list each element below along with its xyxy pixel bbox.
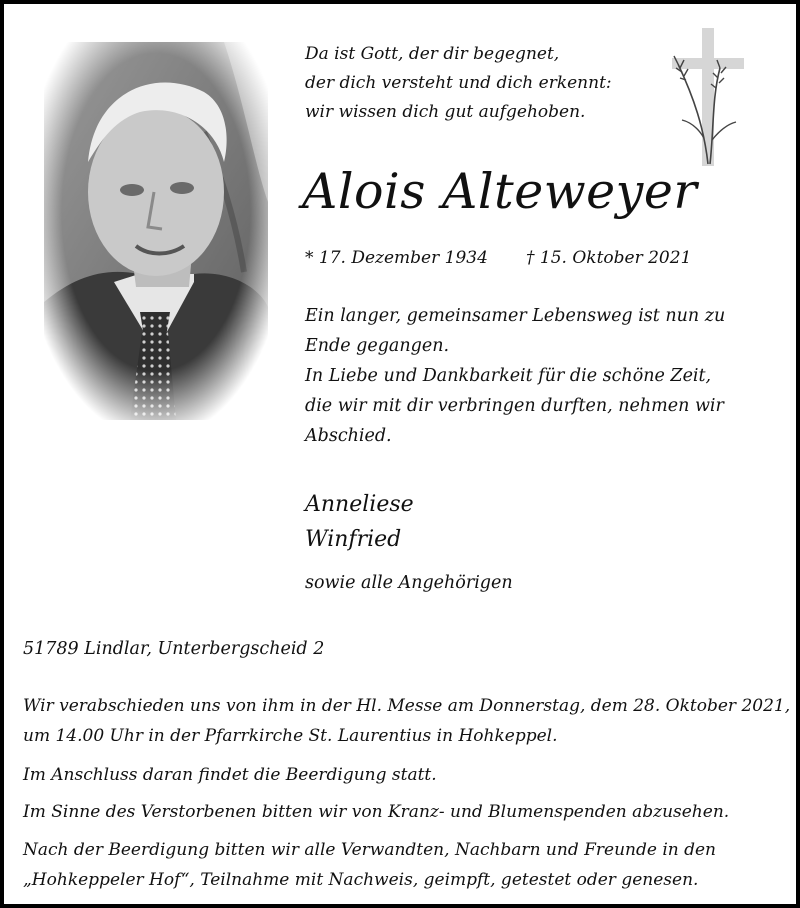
mourner-name: Anneliese [305, 492, 414, 517]
notice-line: Nach der Beerdigung bitten wir alle Verwandten, Nachbarn und Freunde in den [23, 840, 717, 860]
poem-line: wir wissen dich gut aufgehoben. [305, 102, 586, 122]
farewell-message [305, 301, 775, 451]
message-line: Ende gegangen. [305, 336, 450, 356]
cross-with-wheat-icon [668, 28, 748, 166]
death-date: † 15. Oktober 2021 [526, 248, 692, 268]
message-line: die wir mit dir verbringen durften, nehmen wir [305, 396, 724, 416]
message-line: Ein langer, gemeinsamer Lebensweg ist nun zu [305, 306, 726, 326]
funeral-mass-notice [23, 691, 790, 751]
gathering-notice [23, 835, 716, 895]
notice-line: um 14.00 Uhr in der Pfarrkirche St. Laurentius in Hohkeppel. [23, 726, 558, 746]
notice-line: „Hohkeppeler Hof“, Teilnahme mit Nachweis, geimpft, getestet oder genesen. [23, 870, 699, 890]
poem-line: der dich versteht und dich erkennt: [305, 73, 612, 93]
birth-date: * 17. Dezember 1934 [305, 248, 488, 268]
relatives-line: sowie alle Angehörigen [305, 573, 513, 593]
deceased-name: Alois Alteweyer [302, 163, 698, 220]
burial-notice: Im Anschluss daran findet die Beerdigung statt. [23, 765, 437, 785]
flowers-notice: Im Sinne des Verstorbenen bitten wir von Kranz- und Blumenspenden abzusehen. [23, 802, 730, 822]
mourner-name: Winfried [305, 527, 402, 552]
portrait-photo [44, 42, 268, 420]
message-line: Abschied. [305, 426, 392, 446]
poem-line: Da ist Gott, der dir begegnet, [305, 44, 560, 64]
address: 51789 Lindlar, Unterbergscheid 2 [23, 639, 325, 659]
notice-line: Wir verabschieden uns von ihm in der Hl. Messe am Donnerstag, dem 28. Oktober 2021, [23, 696, 791, 716]
poem [305, 40, 665, 127]
message-line: In Liebe und Dankbarkeit für die schöne Zeit, [305, 366, 712, 386]
